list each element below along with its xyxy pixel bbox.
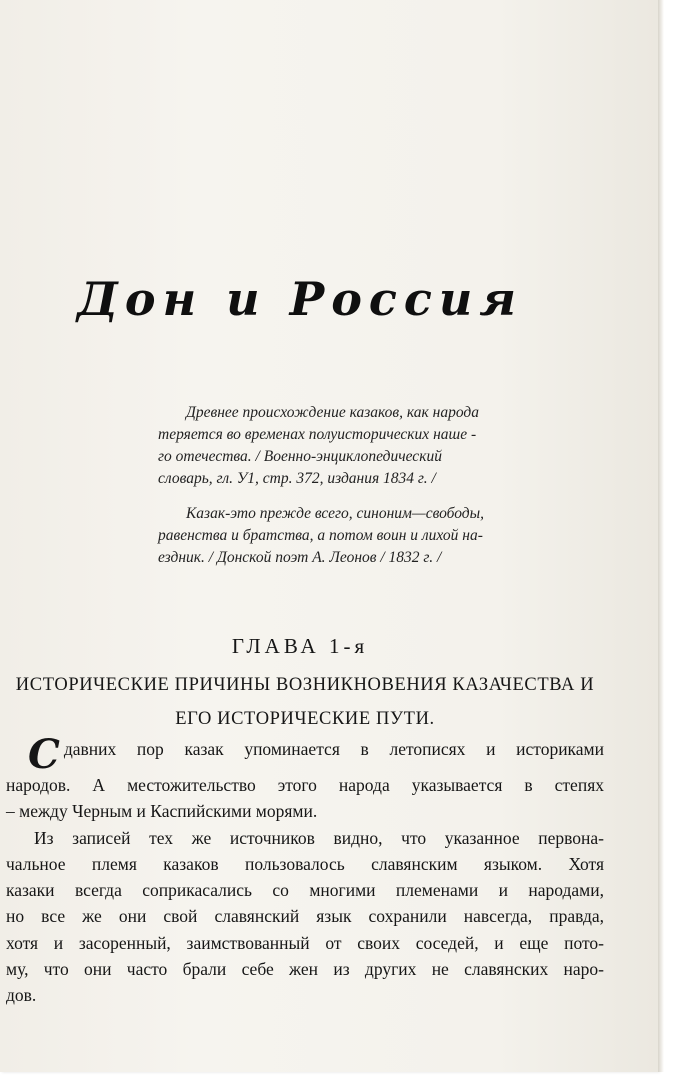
body-line: хотя и засоренный, заимствованный от своих соседей, и еще пото- — [6, 932, 604, 953]
body-line: – между Черным и Каспийскими морями. — [6, 801, 318, 822]
body-line: дов. — [6, 985, 37, 1006]
epigraph-line: го отечества. / Военно-энциклопедический — [158, 448, 442, 465]
epigraph-line: ездник. / Донской поэт А. Леонов / 1832 г. / — [158, 549, 442, 566]
epigraph-line: Древнее происхождение казаков, как народа — [186, 404, 479, 421]
body-line: казаки всегда соприкасались со многими племенами и народами, — [6, 880, 604, 901]
paragraph-1 — [6, 731, 604, 825]
epigraph-line: равенства и братства, а потом воин и лихой на- — [158, 527, 483, 544]
body-line: му, что они часто брали себе жен из других не славянских наро- — [6, 959, 604, 980]
chapter-title — [6, 668, 604, 736]
epigraph-line: словарь, гл. У1, стр. 372, издания 1834 г. / — [158, 470, 436, 487]
body-line: Из записей тех же источников видно, что указанное первона- — [34, 827, 604, 848]
chapter-label: ГЛАВА 1-я — [231, 634, 369, 658]
body-line: чальное племя казаков пользовалось славянским языком. Хотя — [6, 853, 604, 874]
epigraph-line: теряется во временах полуисторических наше - — [158, 426, 477, 443]
chapter-title-line: ИСТОРИЧЕСКИЕ ПРИЧИНЫ ВОЗНИКНОВЕНИЯ КАЗАЧЕСТВА И — [15, 675, 595, 695]
epigraph-1 — [158, 402, 596, 490]
page-title: Дон и Россия — [77, 272, 523, 326]
epigraph-line: Казак-это прежде всего, синоним—свободы, — [186, 505, 485, 522]
epigraph-2 — [158, 503, 596, 569]
chapter-title-line: ЕГО ИСТОРИЧЕСКИЕ ПУТИ. — [175, 709, 435, 729]
body-line: но все же они свой славянский язык сохранили навсегда, правда, — [6, 906, 604, 927]
body-text — [6, 731, 604, 1009]
drop-cap: С — [28, 731, 60, 778]
page-edge — [658, 0, 664, 1072]
body-line: народов. А местожительство этого народа указывается в степях — [6, 775, 604, 795]
body-line: давних пор казак упоминается в летописях и историками — [63, 739, 604, 759]
paragraph-2 — [6, 825, 604, 1009]
